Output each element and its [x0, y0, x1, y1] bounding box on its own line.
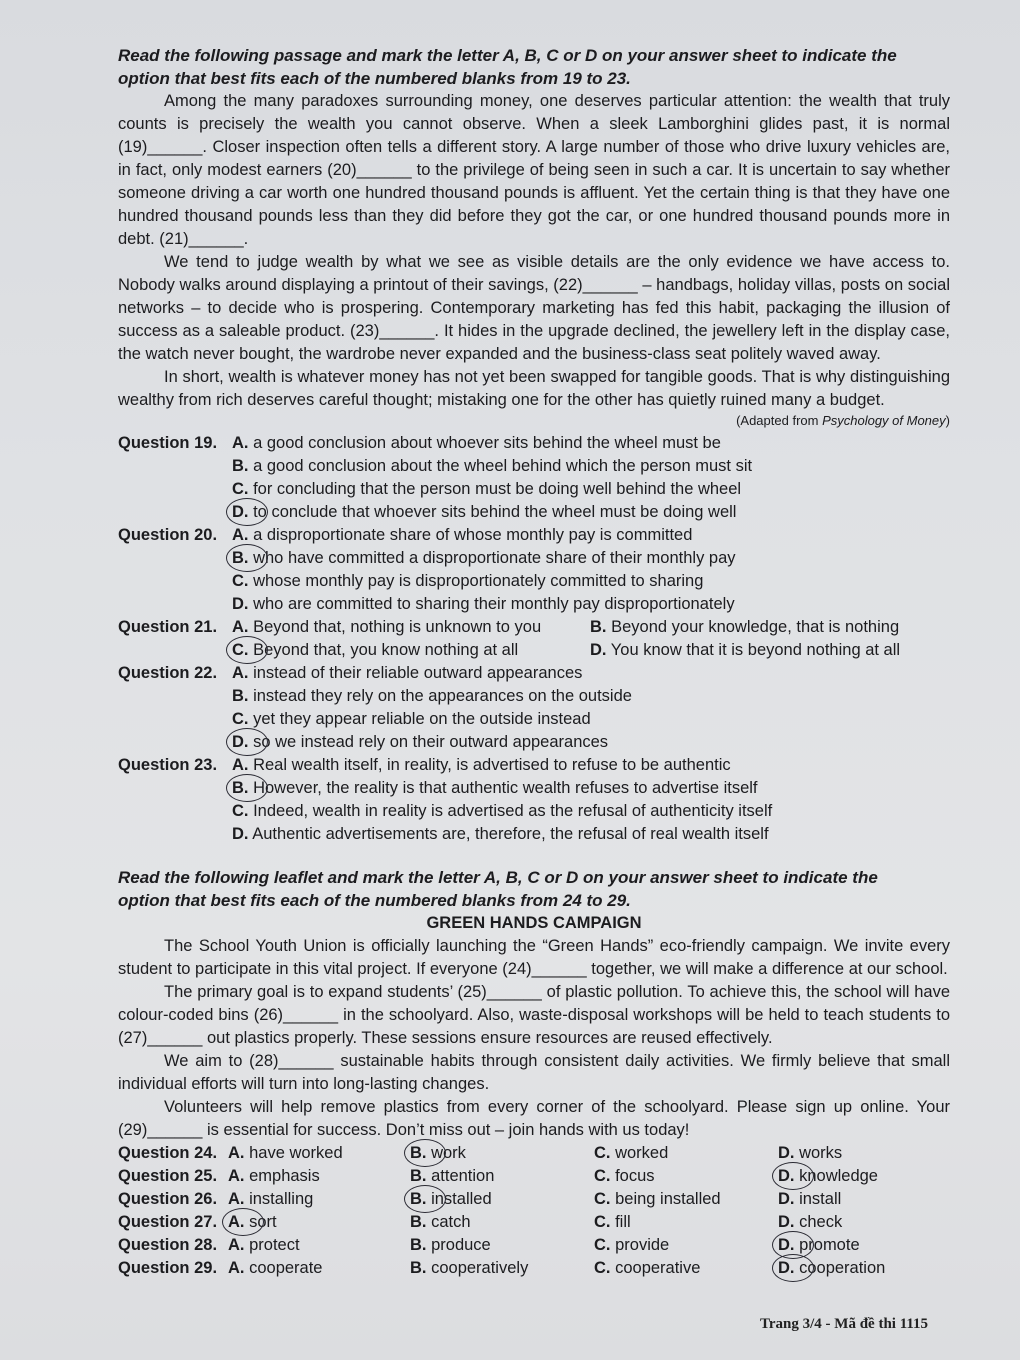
question-28-option-d[interactable]: D. promote — [778, 1234, 860, 1257]
question-23-row-d — [118, 823, 950, 846]
question-21-label: Question 21. — [118, 618, 218, 636]
question-19-row-d — [118, 501, 950, 524]
question-23-row-c — [118, 800, 950, 823]
question-28-row — [118, 1234, 950, 1257]
question-20-option-d[interactable]: D. who are committed to sharing their monthly pay disproportionately — [232, 595, 735, 613]
question-23-row-a — [118, 754, 950, 777]
question-25-option-c[interactable]: C. focus — [594, 1167, 655, 1185]
passage-paragraph-3: In short, wealth is whatever money has not yet been swapped for tangible goods. That is why distinguishing wealthy from rich deserves careful thought; mistaking one for the other has quietly ruined many a budget. — [118, 368, 950, 409]
question-20-option-a[interactable]: A. a disproportionate share of whose monthly pay is committed — [232, 526, 693, 544]
question-24-option-b[interactable]: B. work — [410, 1142, 466, 1165]
leaflet-paragraph-2: The primary goal is to expand students’ (25)______ of plastic pollution. To achieve this, the school will have colour-coded bins (26)______ in the schoolyard. Also, waste-disposal workshops will be held to teach students to (27)______ out plastics properly. These sessions ensure resources are reused effectively. — [118, 983, 950, 1047]
question-26-option-a[interactable]: A. installing — [228, 1190, 314, 1208]
question-21-row-ab — [118, 616, 950, 639]
question-19-option-c[interactable]: C. for concluding that the person must be doing well behind the wheel — [232, 480, 742, 498]
question-28-option-c[interactable]: C. provide — [594, 1236, 670, 1254]
question-19-label: Question 19. — [118, 434, 218, 452]
question-23-option-a[interactable]: A. Real wealth itself, in reality, is advertised to refuse to be authentic — [232, 756, 731, 774]
question-25-row — [118, 1165, 950, 1188]
question-21-option-c[interactable]: C. Beyond that, you know nothing at all — [232, 639, 518, 662]
question-22-row-b — [118, 685, 950, 708]
question-27-option-b[interactable]: B. catch — [410, 1213, 471, 1231]
question-26-option-d[interactable]: D. install — [778, 1190, 842, 1208]
question-22-option-a[interactable]: A. instead of their reliable outward appearances — [232, 664, 583, 682]
question-26-option-b[interactable]: B. installed — [410, 1188, 492, 1211]
question-22-row-d — [118, 731, 950, 754]
passage-paragraph-1: Among the many paradoxes surrounding money, one deserves particular attention: the wealth that truly counts is precisely the wealth you cannot observe. When a sleek Lamborghini glides past, it is normal (19)______. Closer inspection often tells a different story. A large number of those who drive luxury vehicles are, in fact, only modest earners (20)______ to the privilege of being seen in such a car. It is uncertain to say whether someone driving a car worth one hundred thousand pounds is affluent. Yet the certain thing is that they have one hundred thousand pounds less than they did before they got the car, or one hundred thousand pounds more in debt. (21)______. — [118, 92, 950, 248]
question-25-option-a[interactable]: A. emphasis — [228, 1167, 320, 1185]
leaflet-paragraph-4: Volunteers will help remove plastics from every corner of the schoolyard. Please sign up online. Your (29)______ is essential for success. Don’t miss out – join hands with us today! — [118, 1098, 950, 1139]
question-29-option-a[interactable]: A. cooperate — [228, 1259, 323, 1277]
source-title: Psychology of Money — [822, 413, 946, 428]
passage-paragraph-2: We tend to judge wealth by what we see as visible details are the only evidence we have access to. Nobody walks around displaying a printout of their savings, (22)______ – handbags, holiday villas, posts on social networks – to decide who is prospering. Contemporary marketing has fed this habit, packaging the illusion of success as a saleable product. (23)______. It hides in the upgrade declined, the jewellery left in the display case, the watch never bought, the wardrobe never expanded and the business-class seat politely waved away. — [118, 253, 950, 363]
question-22-row-c — [118, 708, 950, 731]
question-29-option-c[interactable]: C. cooperative — [594, 1259, 701, 1277]
question-25-option-d[interactable]: D. knowledge — [778, 1165, 878, 1188]
question-22-row-a — [118, 662, 950, 685]
leaflet-paragraph-3: We aim to (28)______ sustainable habits through consistent daily activities. We firmly believe that small individual efforts will turn into long-lasting changes. — [118, 1052, 950, 1093]
page-footer: Trang 3/4 - Mã đề thi 1115 — [760, 1316, 929, 1332]
question-29-option-d[interactable]: D. cooperation — [778, 1257, 885, 1280]
leaflet-paragraph-1: The School Youth Union is officially launching the “Green Hands” eco-friendly campaign. We invite every student to participate in this vital project. If everyone (24)______ together, we will make a difference at our school. — [118, 937, 950, 978]
question-19-option-a[interactable]: A. a good conclusion about whoever sits behind the wheel must be — [232, 434, 721, 452]
question-20-label: Question 20. — [118, 526, 218, 544]
question-21-option-d[interactable]: D. You know that it is beyond nothing at all — [590, 641, 901, 659]
question-22-label: Question 22. — [118, 664, 218, 682]
question-20-row-b — [118, 547, 950, 570]
question-27-row — [118, 1211, 950, 1234]
section1-instruction-line1: Read the following passage and mark the letter A, B, C or D on your answer sheet to indicate the — [118, 46, 897, 65]
section2-instruction — [118, 866, 950, 912]
question-20-row-a — [118, 524, 950, 547]
question-26-row — [118, 1188, 950, 1211]
passage-source: (Adapted from Psychology of Money) — [736, 413, 950, 428]
question-20-option-c[interactable]: C. whose monthly pay is disproportionately committed to sharing — [232, 572, 704, 590]
section1-instruction-line2: option that best fits each of the numbered blanks from 19 to 23. — [118, 69, 631, 88]
question-20-row-d — [118, 593, 950, 616]
question-22-option-c[interactable]: C. yet they appear reliable on the outside instead — [232, 710, 591, 728]
question-26-label: Question 26. — [118, 1190, 218, 1208]
question-19-row-b — [118, 455, 950, 478]
question-24-row — [118, 1142, 950, 1165]
question-19-row-c — [118, 478, 950, 501]
question-25-label: Question 25. — [118, 1167, 218, 1185]
question-25-option-b[interactable]: B. attention — [410, 1167, 495, 1185]
section-gap — [118, 846, 950, 866]
question-28-label: Question 28. — [118, 1236, 218, 1254]
question-23-row-b — [118, 777, 950, 800]
question-19-row-a — [118, 432, 950, 455]
question-27-label: Question 27. — [118, 1213, 218, 1231]
question-27-option-c[interactable]: C. fill — [594, 1213, 631, 1231]
question-27-option-d[interactable]: D. check — [778, 1213, 843, 1231]
question-23-option-d[interactable]: D. Authentic advertisements are, therefore, the refusal of real wealth itself — [232, 825, 769, 843]
question-20-option-b[interactable]: B. who have committed a disproportionate share of their monthly pay — [232, 547, 736, 570]
question-28-option-a[interactable]: A. protect — [228, 1236, 300, 1254]
leaflet-title: GREEN HANDS CAMPAIGN — [426, 914, 642, 932]
section2-instruction-line1: Read the following leaflet and mark the letter A, B, C or D on your answer sheet to indicate the — [118, 868, 878, 887]
question-19-option-d[interactable]: D. to conclude that whoever sits behind the wheel must be doing well — [232, 501, 736, 524]
question-22-option-d[interactable]: D. so we instead rely on their outward appearances — [232, 731, 608, 754]
question-20-row-c — [118, 570, 950, 593]
section1-instruction — [118, 44, 950, 90]
question-21-option-b[interactable]: B. Beyond your knowledge, that is nothing — [590, 618, 900, 636]
question-24-option-d[interactable]: D. works — [778, 1144, 843, 1162]
question-23-label: Question 23. — [118, 756, 218, 774]
question-21-option-a[interactable]: A. Beyond that, nothing is unknown to you — [232, 618, 542, 636]
question-21-row-cd — [118, 639, 950, 662]
question-24-option-c[interactable]: C. worked — [594, 1144, 669, 1162]
question-29-row — [118, 1257, 950, 1280]
question-29-label: Question 29. — [118, 1259, 218, 1277]
question-27-option-a[interactable]: A. sort — [228, 1211, 277, 1234]
question-24-option-a[interactable]: A. have worked — [228, 1144, 343, 1162]
question-24-label: Question 24. — [118, 1144, 218, 1162]
page-content — [118, 44, 950, 1280]
question-22-option-b[interactable]: B. instead they rely on the appearances on the outside — [232, 687, 632, 705]
section2-instruction-line2: option that best fits each of the numbered blanks from 24 to 29. — [118, 891, 631, 910]
question-19-option-b[interactable]: B. a good conclusion about the wheel behind which the person must sit — [232, 457, 753, 475]
question-28-option-b[interactable]: B. produce — [410, 1236, 491, 1254]
question-23-option-b[interactable]: B. However, the reality is that authentic wealth refuses to advertise itself — [232, 777, 758, 800]
question-26-option-c[interactable]: C. being installed — [594, 1190, 721, 1208]
question-23-option-c[interactable]: C. Indeed, wealth in reality is advertised as the refusal of authenticity itself — [232, 802, 773, 820]
question-29-option-b[interactable]: B. cooperatively — [410, 1259, 529, 1277]
